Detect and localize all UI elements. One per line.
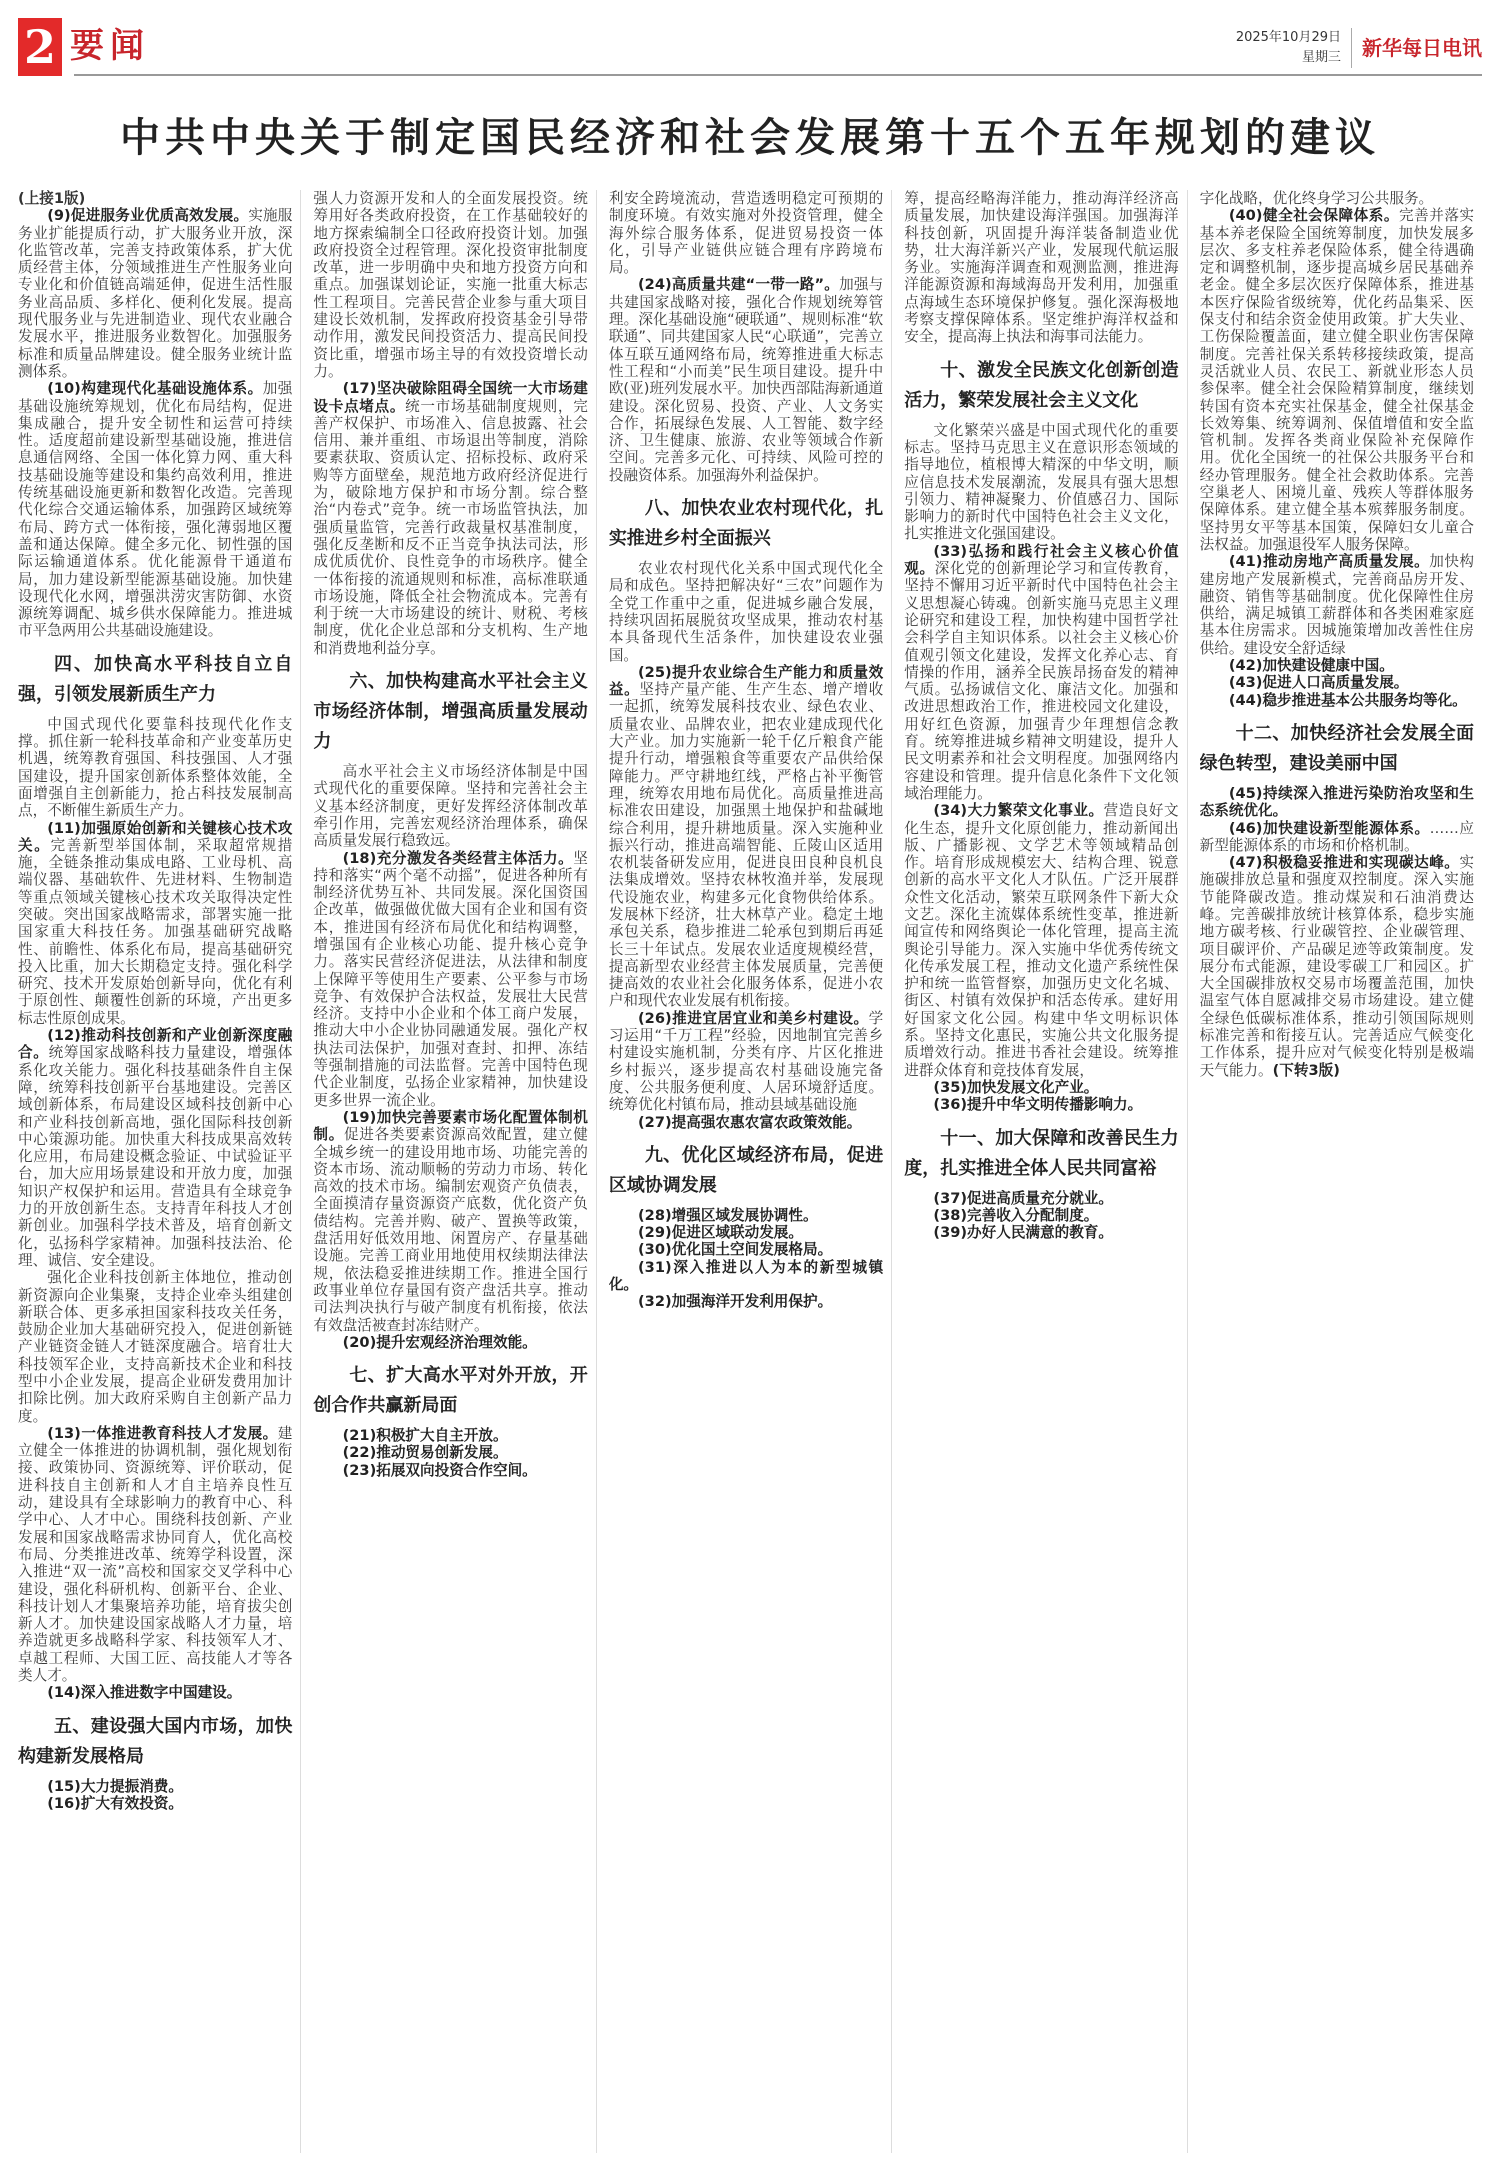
- subsection-text: 深化党的创新理论学习和宣传教育，坚持不懈用习近平新时代中国特色社会主义思想凝心铸魂。创新实施马克思主义理论研究和建设工程，加快构建中国哲学社会科学自主知识体系。以社会主义核心价值观引领文化建设，发挥文化养心志、育情操的作用，涵养全民族昂扬奋发的精神气质。弘扬诚信文化、廉洁文化。加强和改进思想政治工作，推进校园文化建设，用好红色资源，加强青少年理想信念教育。统筹推进城乡精神文明建设，提升人民文明素养和社会文明程度。加强网络内容建设和管理。提升信息化条件下文化领域治理能力。: [904, 560, 1179, 802]
- subsection-title: (31)深入推进以人为本的新型城镇化。: [608, 1258, 884, 1294]
- subsection-paragraph: [609, 1114, 883, 1131]
- subsection-paragraph: [313, 1334, 587, 1351]
- paragraph: 高水平社会主义市场经济体制是中国式现代化的重要保障。坚持和完善社会主义基本经济制度，更好发挥经济体制改革牵引作用，完善宏观经济治理体系，确保高质量发展行稳致远。: [313, 763, 588, 850]
- column-3: [609, 190, 892, 2153]
- subsection-title: (39)办好人民满意的教育。: [933, 1224, 1113, 1242]
- subsection-title: (35)加快发展文化产业。: [933, 1078, 1099, 1096]
- paragraph: 文化繁荣兴盛是中国式现代化的重要标志。坚持马克思主义在意识形态领域的指导地位，植根博大精深的中华文明，顺应信息技术发展潮流，发展具有强大思想引领力、精神凝聚力、价值感召力、国际影响力的新时代中国特色社会主义文化，扎实推进文化强国建设。: [904, 421, 1179, 543]
- subsection-text: 统一市场基础制度规则，完善产权保护、市场准入、信息披露、社会信用、兼并重组、市场退出等制度，消除要素获取、资质认定、招标投标、政府采购等方面壁垒，规范地方政府经济促进行为，破除地方保护和市场分割。综合整治“内卷式”竞争。统一市场监管执法，加强质量监管，完善行政裁量权基准制度，强化反垄断和反不正当竞争执法司法，形成优质优价、良性竞争的市场秩序。健全一体衔接的流通规则和标准，高标准联通市场设施，降低全社会物流成本。完善有利于统一大市场建设的统计、财税、考核制度，优化企业总部和分支机构、生产地和消费地利益分享。: [313, 397, 588, 657]
- subsection-title: (25)提升农业综合生产能力和质量效益。: [608, 663, 884, 699]
- subsection-text: 加快构建房地产发展新模式，完善商品房开发、融资、销售等基础制度。优化保障性住房供给，满足城镇工薪群体和各类困难家庭基本住房需求。因城施策增加改善性住房供给。建设安全舒适绿: [1199, 553, 1475, 657]
- subsection-title: (47)积极稳妥推进和实现碳达峰。: [1228, 854, 1460, 872]
- column-5: [1200, 190, 1482, 2153]
- subsection-title: (34)大力繁荣文化事业。: [933, 802, 1104, 820]
- subsection-title: (9)促进服务业优质高效发展。: [47, 207, 249, 225]
- subsection-paragraph: [18, 1795, 292, 1812]
- masthead-right: [1236, 28, 1482, 68]
- subsection-paragraph: [1200, 820, 1474, 855]
- subsection-paragraph: [1200, 674, 1474, 691]
- section-heading: 五、建设强大国内市场，加快构建新发展格局: [18, 1715, 293, 1767]
- subsection-paragraph: [609, 276, 883, 484]
- subsection-paragraph: [1200, 657, 1474, 674]
- subsection-title: (23)拓展双向投资合作空间。: [342, 1461, 537, 1479]
- column-1: [18, 190, 301, 2153]
- subsection-paragraph: [313, 850, 587, 1109]
- section-heading: 八、加快农业农村现代化，扎实推进乡村全面振兴: [608, 498, 884, 550]
- subsection-title: (41)推动房地产高质量发展。: [1228, 553, 1430, 571]
- paragraph: 农业农村现代化关系中国式现代化全局和成色。坚持把解决好“三农”问题作为全党工作重中之重，促进城乡融合发展，持续巩固拓展脱贫攻坚成果，推动农村基本具备现代生活条件，加快建设农业强国。: [608, 560, 884, 664]
- subsection-paragraph: [904, 1190, 1178, 1207]
- subsection-paragraph: [18, 380, 292, 639]
- subsection-text: 实施服务业扩能提质行动，扩大服务业开放，深化监管改革，完善支持政策体系，扩大优质经营主体，分领域推进生产性服务业向专业化和价值链高端延伸，促进生活性服务业高品质、多样化、便利化发展。提高现代服务业与先进制造业、现代农业融合发展水平，推进服务业数智化。加强服务标准和质量品牌建设。健全服务业统计监测体系。: [18, 207, 293, 380]
- subsection-paragraph: [904, 1224, 1178, 1241]
- subsection-paragraph: [18, 1425, 292, 1684]
- continued-from-note: (上接1版): [18, 190, 86, 207]
- subsection-title: (11)加强原始创新和关键核心技术攻关。: [18, 819, 293, 854]
- subsection-title: (18)充分激发各类经营主体活力。: [342, 849, 574, 867]
- subsection-paragraph: [609, 1224, 883, 1241]
- subsection-title: (19)加快完善要素市场化配置体制机制。: [313, 1108, 588, 1144]
- subsection-text: 实施碳排放总量和强度双控制度。深入实施节能降碳改造。推动煤炭和石油消费达峰。完善碳排放统计核算体系，稳步实施地方碳考核、行业碳管控、企业碳管理、项目碳评价、产品碳足迹等政策制度。发展分布式能源，建设零碳工厂和园区。扩大全国碳排放权交易市场覆盖范围，加快温室气体自愿减排交易市场建设。建立健全绿色低碳标准体系，推动引领国际规则标准完善和衔接互认。完善适应气候变化工作体系，提升应对气候变化特别是极端天气能力。: [1199, 854, 1475, 1079]
- subsection-title: (46)加快建设新型能源体系。: [1228, 819, 1430, 837]
- subsection-text: 完善并落实基本养老保险全国统筹制度，加快发展多层次、多支柱养老保险体系，健全待遇确定和调整机制，逐步提高城乡居民基础养老金。健全多层次医疗保障体系，推进基本医疗保险省级统筹，优化药品集采、医保支付和结余资金使用政策。扩大失业、工伤保险覆盖面，建立健全职业伤害保障制度。完善社保关系转移接续政策，提高灵活就业人员、农民工、新就业形态人员参保率。健全社会保险精算制度，继续划转国有资本充实社保基金，健全社保基金长效筹集、统筹调剂、保值增值和安全监管机制。发挥各类商业保险补充保障作用。优化全国统一的社保公共服务平台和经办管理服务。健全社会救助体系。完善空巢老人、困境儿童、残疾人等群体服务保障体系。建立健全基本殡葬服务制度。坚持男女平等基本国策，保障妇女儿童合法权益。加强退役军人服务保障。: [1199, 207, 1475, 553]
- subsection-paragraph: [609, 1293, 883, 1310]
- paragraph: 强化企业科技创新主体地位，推动创新资源向企业集聚，支持企业牵头组建创新联合体、更多承担国家科技攻关任务，鼓励企业加大基础研究投入，促进创新链产业链资金链人才链深度融合。培育壮大科技领军企业，支持高新技术企业和科技型中小企业发展，提高企业研发费用加计扣除比例。加大政府采购自主创新产品力度。: [18, 1269, 293, 1425]
- subsection-text: 统筹国家战略科技力量建设，增强体系化攻关能力。强化科技基础条件自主保障，统筹科技创新平台基地建设。完善区域创新体系，布局建设区域科技创新中心和产业科技创新高地，强化国际科技创新中心策源功能。加快重大科技成果高效转化应用，布局建设概念验证、中试验证平台，加大应用场景建设和开放力度，加强知识产权保护和运用。营造具有全球竞争力的开放创新生态。支持青年科技人才创新创业。加强科学技术普及，培育创新文化，弘扬科学家精神。加强科技法治、伦理、诚信、安全建设。: [18, 1044, 293, 1269]
- column-4: [904, 190, 1187, 2153]
- subsection-title: (17)坚决破除阻碍全国统一大市场建设卡点堵点。: [313, 380, 588, 415]
- section-heading: 十一、加大保障和改善民生力度，扎实推进全体人民共同富裕: [904, 1127, 1179, 1179]
- subsection-paragraph: [609, 1241, 883, 1258]
- subsection-title: (20)提升宏观经济治理效能。: [342, 1333, 537, 1351]
- section-name: 要闻: [70, 26, 150, 66]
- subsection-title: (26)推进宜居宜业和美乡村建设。: [638, 1009, 869, 1027]
- paragraph: 利安全跨境流动，营造透明稳定可预期的制度环境。有效实施对外投资管理，健全海外综合服务体系，促进贸易投资一体化，引导产业链供应链合理有序跨境布局。: [608, 190, 884, 277]
- subsection-text: 加强基础设施统筹规划，优化布局结构，促进集成融合，提升安全韧性和运营可持续性。适度超前建设新型基础设施，推进信息通信网络、全国一体化算力网、重大科技基础设施等建设和集约高效利用，推进传统基础设施更新和数智化改造。完善现代化综合交通运输体系，加强跨区域统筹布局、跨方式一体衔接，强化薄弱地区覆盖和通达保障。健全多元化、韧性强的国际运输通道体系。优化能源骨干通道布局，加力建设新型能源基础设施。加快建设现代化水网，增强洪涝灾害防御、水资源统筹调配、城乡供水保障能力。推进城市平急两用公共基础设施建设。: [18, 380, 293, 640]
- subsection-paragraph: [609, 664, 883, 1010]
- subsection-title: (10)构建现代化基础设施体系。: [47, 380, 263, 398]
- subsection-paragraph: [313, 380, 587, 657]
- dateline: [1236, 28, 1352, 68]
- subsection-paragraph: [904, 802, 1178, 1079]
- subsection-paragraph: [18, 1778, 292, 1795]
- subsection-title: (29)促进区域联动发展。: [638, 1224, 803, 1242]
- subsection-paragraph: [609, 1207, 883, 1224]
- subsection-title: (43)促进人口高质量发展。: [1228, 674, 1409, 692]
- subsection-title: (22)推动贸易创新发展。: [342, 1444, 508, 1462]
- paragraph: 字化战略，优化终身学习公共服务。: [1199, 190, 1434, 207]
- paragraph: 中国式现代化要靠科技现代化作支撑。抓住新一轮科技革命和产业变革历史机遇，统筹教育强国、科技强国、人才强国建设，提升国家创新体系整体效能，全面增强自主创新能力，抢占科技发展制高点，不断催生新质生产力。: [18, 715, 293, 820]
- subsection-title: (36)提升中华文明传播影响力。: [933, 1096, 1143, 1114]
- subsection-title: (37)促进高质量充分就业。: [933, 1189, 1113, 1207]
- subsection-title: (27)提高强农惠农富农政策效能。: [638, 1113, 862, 1131]
- subsection-text: 学习运用“千万工程”经验，因地制宜完善乡村建设实施机制，分类有序、片区化推进乡村振兴，逐步提高农村基础设施完备度、公共服务便利度、人居环境舒适度。统筹优化村镇布局，推动县域基础设施: [608, 1009, 884, 1114]
- subsection-paragraph: [609, 1259, 883, 1294]
- subsection-paragraph: [313, 1462, 587, 1479]
- section-heading: 四、加快高水平科技自立自强，引领发展新质生产力: [18, 653, 293, 705]
- subsection-text: ……应新型能源体系的市场和价格机制。: [1199, 819, 1475, 854]
- page-number-badge: 2: [18, 18, 62, 76]
- subsection-paragraph: [313, 1444, 587, 1461]
- subsection-title: (30)优化国土空间发展格局。: [638, 1241, 833, 1259]
- headline: 中共中央关于制定国民经济和社会发展第十五个五年规划的建议: [120, 114, 1380, 161]
- subsection-title: (13)一体推进教育科技人才发展。: [47, 1424, 278, 1442]
- subsection-title: (40)健全社会保障体系。: [1228, 207, 1399, 225]
- section-heading: 七、扩大高水平对外开放，开创合作共赢新局面: [313, 1365, 588, 1417]
- subsection-title: (15)大力提振消费。: [47, 1777, 183, 1795]
- subsection-paragraph: [609, 1010, 883, 1114]
- date: 2025年10月29日: [1235, 30, 1341, 45]
- section-heading: 十二、加快经济社会发展全面绿色转型，建设美丽中国: [1199, 722, 1475, 774]
- continued-on-note: (下转3版): [1272, 1061, 1340, 1079]
- subsection-title: (44)稳步推进基本公共服务均等化。: [1228, 691, 1467, 709]
- subsection-paragraph: [1200, 553, 1474, 657]
- subsection-paragraph: [1200, 785, 1474, 820]
- section-heading: 十、激发全民族文化创新创造活力，繁荣发展社会主义文化: [904, 359, 1179, 411]
- subsection-title: (14)深入推进数字中国建设。: [47, 1684, 242, 1702]
- subsection-text: 建立健全一体推进的协调机制，强化规划衔接、政策协同、资源统筹、评价联动，促进科技自主创新和人才自主培养良性互动，建设具有全球影响力的教育中心、科学中心、人才中心。围绕科技创新、产业发展和国家战略需求协同育人，优化高校布局、分类推进改革、统筹学科设置，深入推进“双一流”高校和国家交叉学科中心建设，强化科研机构、创新平台、企业、科技计划人才集聚培养功能，培育拔尖创新人才。加快建设国家战略人才力量，培养造就更多战略科学家、科技领军人才、卓越工程师、大国工匠、高技能人才等各类人才。: [18, 1424, 293, 1685]
- subsection-title: (32)加强海洋开发利用保护。: [638, 1293, 833, 1311]
- subsection-text: 完善新型举国体制，采取超常规措施，全链条推动集成电路、工业母机、高端仪器、基础软件、先进材料、生物制造等重点领域关键核心技术攻关取得决定性突破。突出国家战略需求，部署实施一批国家重大科技任务。加强基础研究战略性、前瞻性、体系化布局，提高基础研究投入比重，加大长期稳定支持。强化科学研究、技术开发原始创新导向，优化有利于原创性、颠覆性创新的环境，产出更多标志性原创成果。: [18, 836, 293, 1027]
- subsection-text: 坚持和落实“两个毫不动摇”，促进各种所有制经济优势互补、共同发展。深化国资国企改革，做强做优做大国有企业和国有资本，推进国有经济布局优化和结构调整，增强国有企业核心功能、提升核心竞争力。落实民营经济促进法，从法律和制度上保障平等使用生产要素、公平参与市场竞争、有效保护合法权益，发展壮大民营经济。支持中小企业和个体工商户发展，推动大中小企业协同融通发展。强化产权执法司法保护，加强对查封、扣押、冻结等强制措施的司法监督。完善中国特色现代企业制度，弘扬企业家精神，加快建设更多世界一流企业。: [313, 849, 588, 1109]
- paragraph: 筹，提高经略海洋能力，推动海洋经济高质量发展，加快建设海洋强国。加强海洋科技创新，巩固提升海洋装备制造业优势，壮大海洋新兴产业，发展现代航运服务业。实施海洋调查和观测监测，推进海洋能源资源和海域海岛开发利用，加强重点海域生态环境保护修复。强化深海极地考察支撑保障体系。坚定维护海洋权益和安全，提高海上执法和海事司法能力。: [904, 190, 1179, 346]
- subsection-text: 营造良好文化生态，提升文化原创能力，推动新闻出版、广播影视、文学艺术等领域精品创作。培育形成规模宏大、结构合理、锐意创新的高水平文化人才队伍。广泛开展群众性文化活动，繁荣互联网条件下新大众文艺。深化主流媒体系统性变革，推进新闻宣传和网络舆论一体化管理，提高主流舆论引导能力。深入实施中华优秀传统文化传承发展工程，推动文化遗产系统性保护和统一监管督察，加强历史文化名城、街区、村镇有效保护和活态传承。建好用好国家文化公园。构建中华文明标识体系。坚持文化惠民，实施公共文化服务提质增效行动。推进书香社会建设。统筹推进群众体育和竞技体育发展，: [904, 802, 1179, 1079]
- subsection-title: (33)弘扬和践行社会主义核心价值观。: [904, 542, 1179, 578]
- header-rule: [74, 74, 1482, 76]
- weekday: 星期三: [1301, 50, 1341, 65]
- subsection-paragraph: [313, 1427, 587, 1444]
- subsection-title: (21)积极扩大自主开放。: [342, 1427, 508, 1445]
- subsection-text: 促进各类要素资源高效配置，建立健全城乡统一的建设用地市场、功能完善的资本市场、流动顺畅的劳动力市场、转化高效的技术市场。编制宏观资产负债表，全面摸清存量资源资产底数，优化资产负债结构。完善并购、破产、置换等政策，盘活用好低效用地、闲置房产、存量基础设施。完善工商业用地使用权续期法律法规，依法稳妥推进续期工作。推进全国行政事业单位存量国有资产盘活共享。推动司法判决执行与破产制度有机衔接，依法有效盘活被查封冻结财产。: [313, 1126, 588, 1334]
- subsection-paragraph: [18, 1027, 292, 1269]
- subsection-paragraph: [1200, 854, 1474, 1079]
- subsection-title: (12)推动科技创新和产业创新深度融合。: [18, 1027, 293, 1062]
- subsection-paragraph: [1200, 692, 1474, 709]
- subsection-paragraph: [904, 1079, 1178, 1096]
- subsection-paragraph: [904, 1207, 1178, 1224]
- subsection-paragraph: [18, 207, 292, 380]
- subsection-paragraph: [18, 820, 292, 1028]
- subsection-paragraph: [904, 543, 1178, 802]
- subsection-text: 加强与共建国家战略对接，强化合作规划统筹管理。深化基础设施“硬联通”、规则标准“软联通”、同共建国家人民“心联通”，完善立体互联互通网络布局，统筹推进重大标志性工程和“小而美”民生项目建设。提升中欧(亚)班列发展水平。加快西部陆海新通道建设。深化贸易、投资、产业、人文务实合作，拓展绿色发展、人工智能、数字经济、卫生健康、旅游、农业等领域合作新空间。完善多元化、可持续、风险可控的投融资体系。加强海外利益保护。: [608, 276, 884, 484]
- subsection-paragraph: [18, 1684, 292, 1701]
- subsection-text: 坚持产量产能、生产生态、增产增收一起抓，统筹发展科技农业、绿色农业、质量农业、品牌农业，把农业建成现代化大产业。加力实施新一轮千亿斤粮食产能提升行动，增强粮食等重要农产品供给保障能力。严守耕地红线，严格占补平衡管理，统筹农用地布局优化。高质量推进高标准农田建设，加强黑土地保护和盐碱地综合利用，提升耕地质量。深入实施种业振兴行动，推进高端智能、丘陵山区适用农机装备研发应用，促进良田良种良机良法集成增效。坚持农林牧渔并举，发展现代设施农业，构建多元化食物供给体系。发展林下经济，壮大林草产业。稳定土地承包关系，稳步推进二轮承包到期后再延长三十年试点。发展农业适度规模经营，提高新型农业经营主体发展质量，完善便捷高效的农业社会化服务体系，促进小农户和现代农业发展有机衔接。: [608, 681, 884, 1010]
- subsection-paragraph: [904, 1096, 1178, 1113]
- subsection-title: (28)增强区域发展协调性。: [638, 1206, 818, 1224]
- subsection-title: (45)持续深入推进污染防治攻坚和生态系统优化。: [1199, 784, 1475, 820]
- subsection-paragraph: [1200, 207, 1474, 553]
- paragraph: 强人力资源开发和人的全面发展投资。统筹用好各类政府投资，在工作基础较好的地方探索编制全口径政府投资计划。加强政府投资全过程管理。深化投资审批制度改革，进一步明确中央和地方投资方向和重点。加强谋划论证，实施一批重大标志性工程项目。完善民营企业参与重大项目建设长效机制，发挥政府投资基金引导带动作用，激发民间投资活力、提高民间投资比重，增强市场主导的有效投资增长动力。: [313, 190, 588, 380]
- column-2: [313, 190, 596, 2153]
- subsection-title: (42)加快建设健康中国。: [1228, 657, 1394, 675]
- subsection-title: (16)扩大有效投资。: [47, 1794, 183, 1812]
- subsection-paragraph: [313, 1109, 587, 1334]
- subsection-title: (38)完善收入分配制度。: [933, 1206, 1099, 1224]
- section-heading: 六、加快构建高水平社会主义市场经济体制，增强高质量发展动力: [313, 671, 588, 753]
- article-columns: [18, 190, 1482, 2153]
- section-heading: 九、优化区域经济布局，促进区域协调发展: [608, 1144, 884, 1196]
- subsection-title: (24)高质量共建“一带一路”。: [638, 276, 840, 294]
- newspaper-logo: 新华每日电讯: [1362, 36, 1482, 60]
